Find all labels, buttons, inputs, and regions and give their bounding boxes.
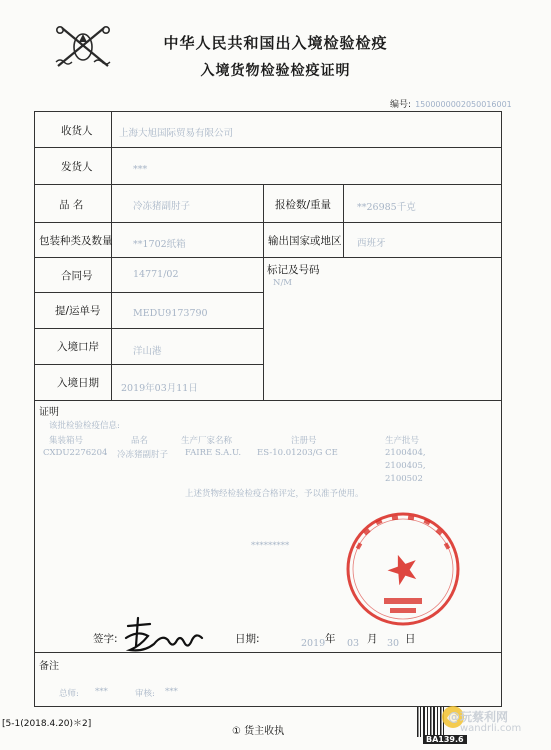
remarks-label: 备注: [39, 661, 59, 672]
inspector-value: ***: [95, 687, 108, 697]
quantity-value: **26985千克: [357, 202, 416, 213]
certificate-label: 证明: [39, 407, 59, 418]
official-seal-stamp: [344, 510, 462, 628]
certificate-statement: 上述货物经检验检疫合格评定，予以准予使用。: [185, 489, 364, 499]
origin-label: 输出国家或地区: [268, 235, 342, 247]
consignee-value: 上海大旭国际贸易有限公司: [119, 128, 234, 139]
receipt-note: ① 货主收执: [232, 726, 285, 737]
barcode-code: BA139.6: [423, 735, 467, 744]
consignor-label: 发货人: [61, 161, 93, 173]
year-unit: 年: [325, 633, 336, 645]
serial-label: 编号: [390, 100, 409, 110]
document-subtitle: 入境货物检验检疫证明: [200, 63, 351, 79]
sign-label: 签字:: [93, 633, 118, 645]
reviewer-value: ***: [165, 687, 178, 697]
cell-batch-2: 2100405,: [385, 461, 426, 471]
sign-month: 03: [347, 638, 360, 649]
watermark-url: wandrli.com: [460, 723, 522, 734]
marks-label: 标记及号码: [267, 264, 320, 276]
sign-year: 2019: [301, 638, 326, 649]
inspector-label: 总师:: [59, 689, 79, 699]
certificate-intro: 该批检验检疫信息:: [49, 421, 120, 431]
cell-batch-1: 2100404,: [385, 448, 426, 458]
packaging-label: 包装种类及数量: [39, 235, 113, 247]
watermark-text: @玩蔡利网: [448, 710, 509, 724]
quantity-label: 报检数/重量: [275, 199, 332, 211]
cell-maker: FAIRE S.A.U.: [185, 448, 242, 458]
cell-container: CXDU2276204: [43, 448, 108, 458]
handwritten-signature: [120, 616, 210, 656]
product-label: 品 名: [59, 199, 84, 211]
product-value: 冷冻猪副肘子: [133, 201, 191, 212]
bill-label: 提/运单号: [55, 305, 101, 317]
cell-batch-3: 2100502: [385, 474, 423, 484]
origin-value: 西班牙: [357, 238, 386, 249]
month-unit: 月: [367, 633, 378, 645]
consignor-value: ***: [133, 164, 148, 175]
port-value: 洋山港: [133, 346, 162, 357]
form-code: [5-1(2018.4.20)＊2]: [2, 719, 92, 729]
contract-value: 14771/02: [133, 269, 179, 280]
document-title: 中华人民共和国出入境检验检疫: [163, 34, 388, 52]
entry-date-value: 2019年03月11日: [121, 383, 198, 394]
col-header-product: 品名: [131, 436, 149, 446]
sign-day: 30: [387, 638, 400, 649]
cell-reg: ES-10.01203/G CE: [257, 448, 338, 458]
packaging-value: **1702纸箱: [133, 239, 186, 250]
consignee-label: 收货人: [61, 125, 93, 137]
date-label: 日期:: [235, 633, 260, 645]
col-header-reg: 注册号: [291, 436, 317, 446]
col-header-maker: 生产厂家名称: [181, 436, 233, 446]
col-header-container: 集装箱号: [49, 436, 84, 446]
contract-label: 合同号: [61, 270, 93, 282]
port-label: 入境口岸: [57, 341, 99, 353]
bill-value: MEDU9173790: [133, 308, 208, 319]
cell-product: 冷冻猪副肘子: [117, 450, 169, 460]
marks-value: N/M: [273, 278, 293, 288]
reviewer-label: 审核:: [135, 689, 155, 699]
serial-value: 1500000002050016001: [415, 100, 512, 109]
certificate-stars: *********: [251, 541, 290, 551]
serial-number: 编号: 1500000002050016001: [390, 100, 512, 110]
entry-date-label: 入境日期: [57, 377, 99, 389]
col-header-batch: 生产批号: [385, 436, 420, 446]
day-unit: 日: [405, 633, 416, 645]
